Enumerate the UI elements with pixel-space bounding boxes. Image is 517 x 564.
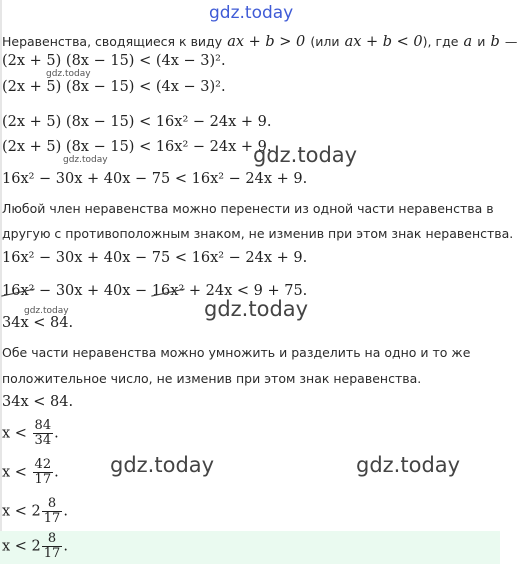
rule-text-1a: Любой член неравенства можно перенести из одной части неравенства в xyxy=(2,201,494,216)
rule-text-1b: другую с противоположным знаком, не изменив при этом знак неравенства. xyxy=(2,226,514,241)
fraction-lhs: x < xyxy=(2,464,27,481)
equation-line-4: (2x + 5) (8x − 15) < 16x² − 24x + 9. xyxy=(2,139,272,155)
cancelled-term: 16x² xyxy=(2,283,35,299)
fraction-line-3 xyxy=(2,497,68,526)
intro-math-c: a xyxy=(463,34,473,50)
intro-text-d: и xyxy=(477,34,486,49)
fraction-lhs: x < 2 xyxy=(2,503,41,520)
intro-math-b: ax + b < 0 xyxy=(344,34,423,50)
equation-line-3: (2x + 5) (8x − 15) < 16x² − 24x + 9. xyxy=(2,114,272,130)
period: . xyxy=(63,538,68,555)
fraction xyxy=(42,532,63,561)
numerator: 84 xyxy=(34,418,52,433)
cancelled-term: 16x² xyxy=(151,283,185,299)
term-middle: − 30x + 40x − xyxy=(34,283,152,299)
equation-line-6: 16x² − 30x + 40x − 75 < 16x² − 24x + 9. xyxy=(2,250,308,266)
intro-text-c: ), где xyxy=(422,34,459,49)
watermark-big: gdz.today xyxy=(110,453,215,477)
intro-math-a: ax + b > 0 xyxy=(227,34,306,50)
answer-line xyxy=(2,532,68,561)
numerator: 42 xyxy=(34,457,52,472)
equation-line-5: 16x² − 30x + 40x − 75 < 16x² − 24x + 9. xyxy=(2,171,308,187)
equation-line-2: (2x + 5) (8x − 15) < (4x − 3)². xyxy=(2,79,226,95)
fraction-line-1 xyxy=(2,419,59,448)
intro-text-b: (или xyxy=(310,34,340,49)
watermark-big: gdz.today xyxy=(356,453,461,477)
denominator: 17 xyxy=(43,546,61,561)
fraction-lhs: x < 2 xyxy=(2,538,41,555)
numerator: 8 xyxy=(42,532,63,547)
site-logo[interactable]: gdz.today xyxy=(209,3,294,23)
watermark-small: gdz.today xyxy=(24,306,69,316)
watermark-big: gdz.today xyxy=(253,143,358,167)
denominator: 34 xyxy=(34,433,52,448)
rule-text-2b: положительное число, не изменив при этом знак неравенства. xyxy=(2,371,422,386)
equation-line-8: 34x < 84. xyxy=(2,315,74,331)
term-end: + 24x < 9 + 75. xyxy=(184,283,308,299)
rule-text-2a: Обе части неравенства можно умножить и разделить на одно и то же xyxy=(2,345,471,360)
watermark-small: gdz.today xyxy=(46,69,91,79)
denominator: 17 xyxy=(34,472,52,487)
watermark-big: gdz.today xyxy=(204,297,309,321)
equation-line-9: 34x < 84. xyxy=(2,394,74,410)
intro-math-d: b xyxy=(490,34,500,50)
period: . xyxy=(54,425,59,442)
answer-highlight xyxy=(0,531,500,564)
period: . xyxy=(63,503,68,520)
intro-text-a: Неравенства, сводящиеся к виду xyxy=(2,34,223,49)
fraction xyxy=(33,419,54,448)
numerator: 8 xyxy=(42,497,63,512)
fraction-lhs: x < xyxy=(2,425,27,442)
period: . xyxy=(54,464,59,481)
intro-text-e: — xyxy=(504,34,517,49)
denominator: 17 xyxy=(43,511,61,526)
intro-line xyxy=(2,31,517,50)
watermark-small: gdz.today xyxy=(63,155,108,165)
fraction xyxy=(33,458,54,487)
fraction-line-2 xyxy=(2,458,59,487)
equation-line-1: (2x + 5) (8x − 15) < (4x − 3)². xyxy=(2,53,226,69)
fraction xyxy=(42,497,63,526)
